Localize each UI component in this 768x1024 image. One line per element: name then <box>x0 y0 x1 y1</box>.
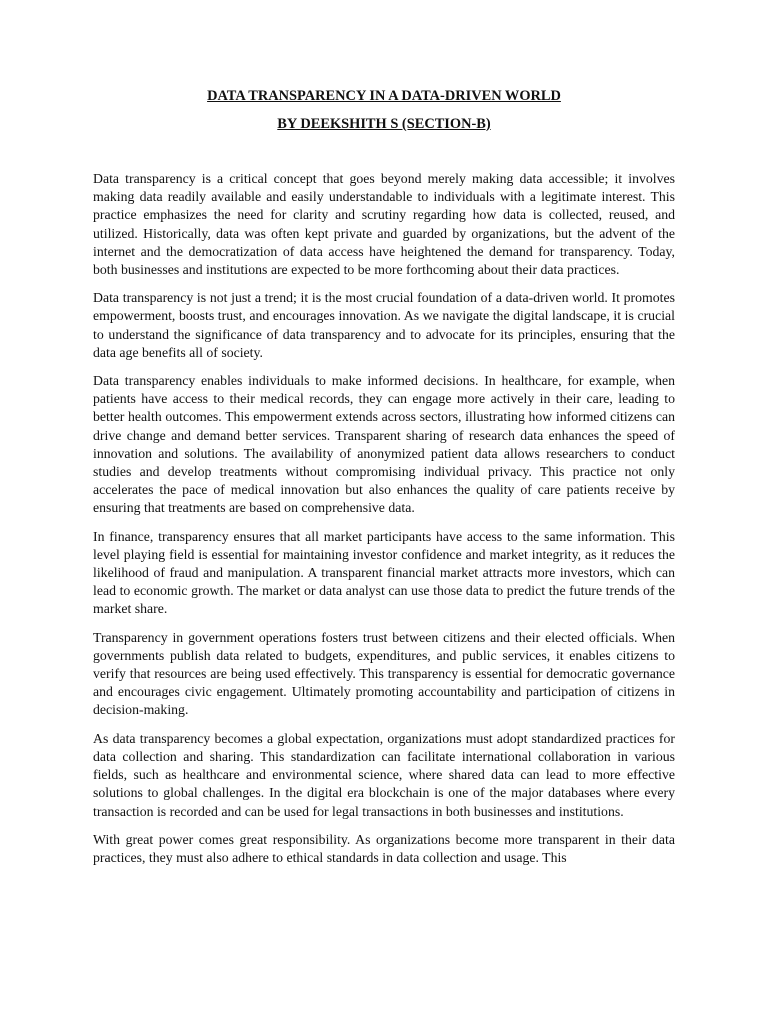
paragraph-6: As data transparency becomes a global expectation, organizations must adopt standardized practices for data collection and sharing. This standardization can facilitate international collaboration in various fields, such as healthcare and environmental science, where shared data can lead to more effective solutions to global challenges. In the digital era blockchain is one of the major databases where every transaction is recorded and can be used for legal transactions in both businesses and institutions. <box>93 730 675 819</box>
paragraph-5: Transparency in government operations fosters trust between citizens and their elected officials. When governments publish data related to budgets, expenditures, and public services, it enables citizens to verify that resources are being used effectively. This transparency is essential for democratic governance and encourages civic engagement. Ultimately promoting accountability and participation of citizens in decision-making. <box>93 629 675 718</box>
document-title: DATA TRANSPARENCY IN A DATA-DRIVEN WORLD <box>207 88 561 104</box>
paragraph-4: In finance, transparency ensures that all market participants have access to the same information. This level playing field is essential for maintaining investor confidence and market integrity, as it reduces the likelihood of fraud and manipulation. A transparent financial market attracts more investors, which can lead to economic growth. The market or data analyst can use those data to predict the future trends of the market share. <box>93 528 675 617</box>
paragraph-7: With great power comes great responsibility. As organizations become more transparent in their data practices, they must also adhere to ethical standards in data collection and usage. This <box>93 831 675 865</box>
paragraph-2: Data transparency is not just a trend; it is the most crucial foundation of a data-driven world. It promotes empowerment, boosts trust, and encourages innovation. As we navigate the digital landscape, it is crucial to understand the significance of data transparency and to advocate for its principles, ensuring that the data age benefits all of society. <box>93 290 675 360</box>
document-body <box>93 170 675 877</box>
paragraph-1: Data transparency is a critical concept that goes beyond merely making data accessible; it involves making data readily available and easily understandable to individuals with a legitimate interest. This practice emphasizes the need for clarity and scrutiny regarding how data is collected, reused, and utilized. Historically, data was often kept private and guarded by organizations, but the advent of the internet and the democratization of data access have heightened the demand for transparency. Today, both businesses and institutions are expected to be more forthcoming about their data practices. <box>93 171 675 278</box>
document-byline: BY DEEKSHITH S (SECTION-B) <box>277 116 491 132</box>
paragraph-3: Data transparency enables individuals to make informed decisions. In healthcare, for example, when patients have access to their medical records, they can engage more actively in their care, leading to better health outcomes. This empowerment extends across sectors, illustrating how informed citizens can drive change and demand better services. Transparent sharing of research data enhances the speed of innovation and solutions. The availability of anonymized patient data allows researchers to conduct studies and develop treatments without compromising individual privacy. This practice not only accelerates the pace of medical innovation but also enhances the quality of care patients receive by ensuring that treatments are based on comprehensive data. <box>93 373 675 516</box>
